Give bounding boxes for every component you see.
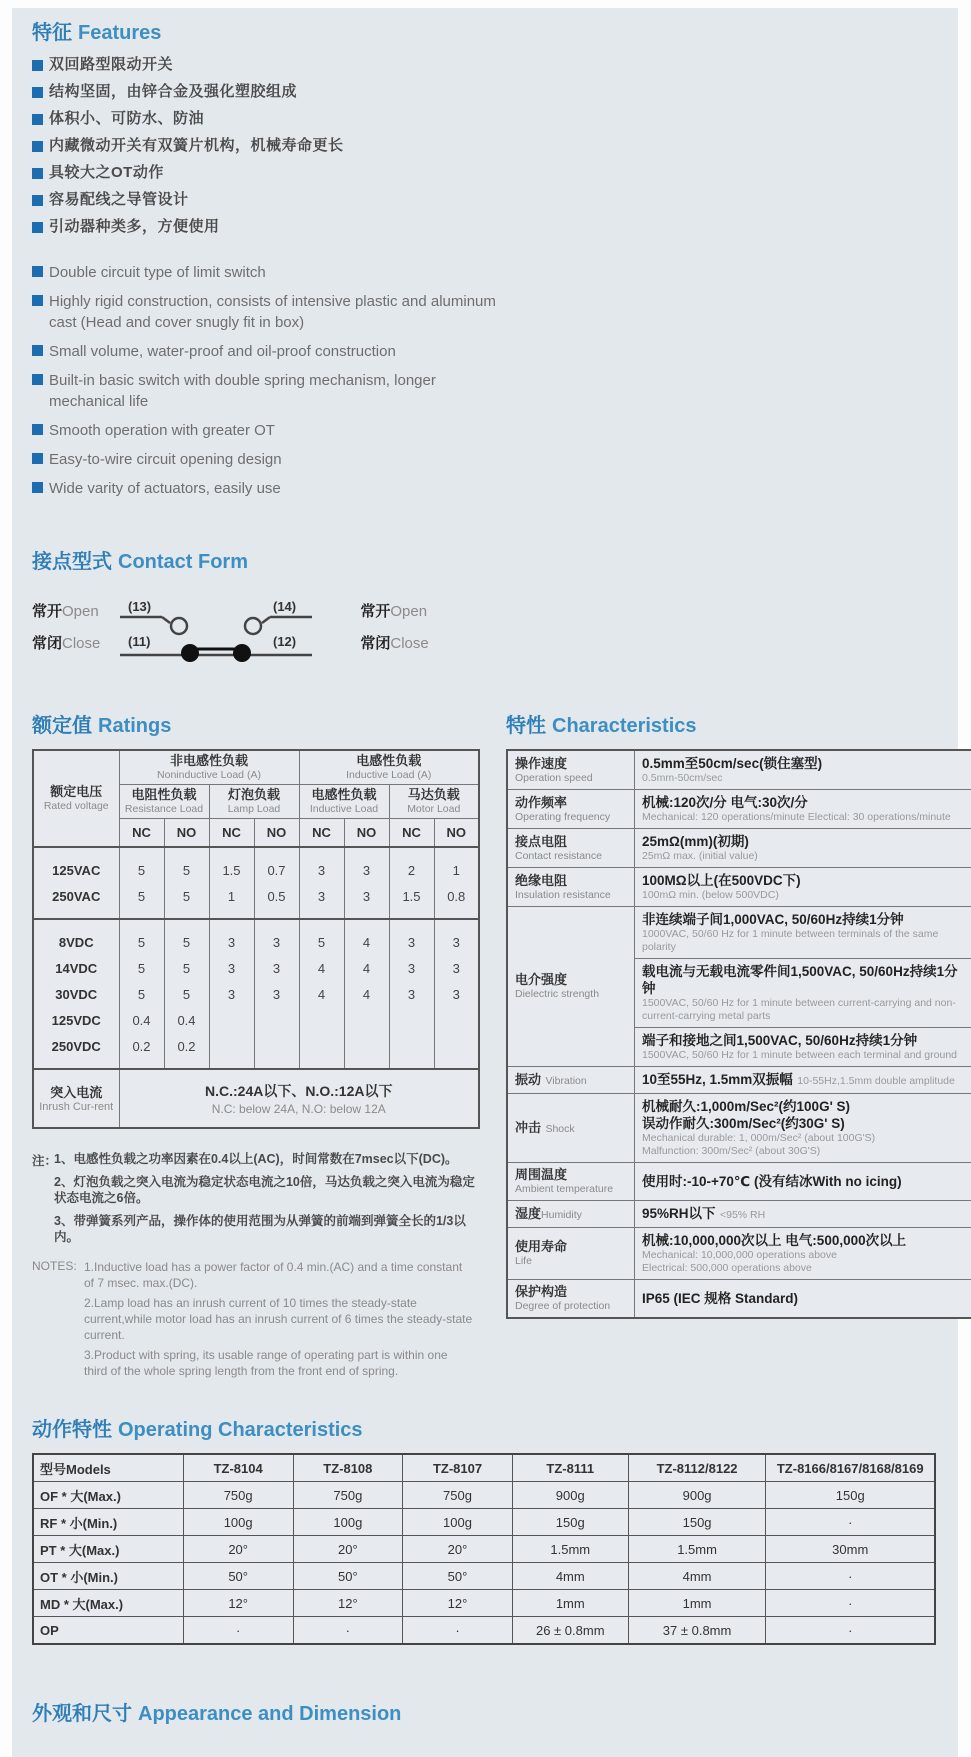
bullet-square-icon bbox=[32, 266, 43, 277]
list-item bbox=[32, 218, 936, 236]
ratings-heading-en: Ratings bbox=[98, 715, 172, 737]
list-item bbox=[32, 291, 499, 333]
nc-header: NC bbox=[389, 819, 434, 848]
bullet-square-icon bbox=[32, 168, 43, 179]
feature-text: Highly rigid construction, consists of intensive plastic and aluminum cast (Head and cover snugly fit in box) bbox=[49, 293, 496, 331]
characteristics-heading bbox=[506, 713, 971, 739]
notes-zh-label: 注： bbox=[32, 1154, 58, 1168]
list-item bbox=[32, 341, 499, 362]
lamp-load-header: 灯泡负载 Lamp Load bbox=[209, 785, 299, 819]
table-row: 8VDC 5 5 3 3 5 4 3 3 bbox=[33, 919, 479, 956]
contact-form-heading-zh: 接点型式 bbox=[32, 551, 112, 573]
list-item bbox=[32, 478, 499, 499]
operating-heading bbox=[32, 1417, 936, 1443]
motor-load-header: 马达负载 Motor Load bbox=[389, 785, 479, 819]
characteristics-table bbox=[506, 749, 971, 1319]
feature-text: 内藏微动开关有双簧片机构，机械寿命更长 bbox=[49, 137, 344, 154]
table-row: 载电流与无载电流零件间1,500VAC, 50/60Hz持续1分钟 1500VAC, 50/60 Hz for 1 minute between current-carrying and non-current-carrying metal parts bbox=[507, 959, 971, 1028]
table-row: 周围温度 Ambient temperature 使用时:-10-+70℃ (没有结冰With no icing) bbox=[507, 1163, 971, 1201]
ac-ratings-group bbox=[33, 847, 479, 919]
list-item bbox=[32, 56, 936, 74]
table-row: 电介强度 Dielectric strength 非连续端子间1,000VAC, 50/60Hz持续1分钟 1000VAC, 50/60 Hz for 1 minute between terminals of the same polarity bbox=[507, 907, 971, 959]
bullet-square-icon bbox=[32, 453, 43, 464]
feature-text: Built-in basic switch with double spring mechanism, longer mechanical life bbox=[49, 372, 436, 410]
feature-text: 容易配线之导管设计 bbox=[49, 191, 189, 208]
list-item bbox=[32, 164, 936, 182]
terminal-12-label: (12) bbox=[273, 634, 297, 649]
bullet-square-icon bbox=[32, 424, 43, 435]
no-header: NO bbox=[344, 819, 389, 848]
table-row bbox=[33, 1454, 935, 1482]
table-row: 14VDC 5 5 3 3 4 4 3 3 bbox=[33, 956, 479, 982]
resistance-load-header: 电阻性负载 Resistance Load bbox=[119, 785, 209, 819]
list-item bbox=[32, 110, 936, 128]
noninductive-load-header: 非电感性负载 Noninductive Load (A) bbox=[119, 750, 299, 785]
model-column-header: TZ-8107 bbox=[403, 1454, 513, 1482]
list-item bbox=[32, 370, 499, 412]
table-row: 绝缘电阻 Insulation resistance 100MΩ以上(在500VDC下) 100mΩ min. (below 500VDC) bbox=[507, 868, 971, 907]
feature-text: Smooth operation with greater OT bbox=[49, 422, 275, 439]
ratings-heading-zh: 额定值 bbox=[32, 715, 92, 737]
bullet-square-icon bbox=[32, 87, 43, 98]
contact-labels-left bbox=[32, 597, 100, 661]
note-item: 2.Lamp load has an inrush current of 10 times the steady-state current,while motor load has an inrush current of 6 times the steady-state current. bbox=[84, 1296, 473, 1342]
notes-en bbox=[32, 1259, 484, 1379]
inductive-load-header: 电感性负载 Inductive Load (A) bbox=[299, 750, 479, 785]
characteristics-heading-en: Characteristics bbox=[552, 715, 697, 737]
table-row: 接点电阻 Contact resistance 25mΩ(mm)(初期) 25mΩ max. (initial value) bbox=[507, 829, 971, 868]
nc-header: NC bbox=[209, 819, 254, 848]
terminal-11-label: (11) bbox=[128, 634, 151, 649]
table-row: OF * 大(Max.) 750g 750g 750g 900g 900g 150g bbox=[33, 1482, 935, 1509]
table-row: 操作速度 Operation speed 0.5mm至50cm/sec(锁住塞型) 0.5mm-50cm/sec bbox=[507, 750, 971, 790]
notes-en-label: NOTES: bbox=[32, 1259, 77, 1273]
datasheet-page bbox=[12, 8, 958, 1757]
close-label-en: Close bbox=[62, 635, 101, 652]
inrush-current-value: N.C.:24A以下、N.O.:12A以下 N.C: below 24A, N.O: below 12A bbox=[119, 1069, 479, 1128]
list-item bbox=[32, 191, 936, 209]
models-header: 型号Models bbox=[33, 1454, 183, 1482]
table-row: 振动 Vibration 10至55Hz, 1.5mm双振幅 10-55Hz,1.5mm double amplitude bbox=[507, 1067, 971, 1094]
ratings-section bbox=[32, 713, 484, 1383]
bullet-square-icon bbox=[32, 374, 43, 385]
table-row: 125VAC 5 5 1.5 0.7 3 3 2 1 bbox=[33, 847, 479, 884]
table-row: 使用寿命 Life 机械:10,000,000次以上 电气:500,000次以上 Mechanical: 10,000,000 operations above Electrical: 500,000 operations above bbox=[507, 1228, 971, 1280]
inductive-load-sub-header: 电感性负载 Inductive Load bbox=[299, 785, 389, 819]
model-column-header: TZ-8104 bbox=[183, 1454, 293, 1482]
note-item: 2、灯泡负载之突入电流为稳定状态电流之10倍，马达负载之突入电流为稳定状态电流之6倍。 bbox=[54, 1175, 475, 1205]
bullet-square-icon bbox=[32, 482, 43, 493]
bullet-square-icon bbox=[32, 60, 43, 71]
features-heading-zh: 特征 bbox=[32, 22, 72, 44]
table-row bbox=[33, 1069, 479, 1128]
inrush-current-group bbox=[33, 1069, 479, 1128]
table-row: RF * 小(Min.) 100g 100g 100g 150g 150g · bbox=[33, 1509, 935, 1536]
close-label-zh: 常闭 bbox=[32, 635, 63, 652]
model-column-header: TZ-8112/8122 bbox=[628, 1454, 766, 1482]
operating-characteristics-section bbox=[32, 1417, 936, 1645]
ratings-heading bbox=[32, 713, 484, 739]
no-header: NO bbox=[164, 819, 209, 848]
feature-text: 结构坚固，由锌合金及强化塑胶组成 bbox=[49, 83, 298, 100]
table-row: 30VDC 5 5 3 3 4 4 3 3 bbox=[33, 982, 479, 1008]
nc-header: NC bbox=[119, 819, 164, 848]
appearance-heading-en: Appearance and Dimension bbox=[138, 1703, 402, 1725]
list-item bbox=[32, 137, 936, 155]
bullet-square-icon bbox=[32, 141, 43, 152]
feature-text: 引动器种类多，方便使用 bbox=[49, 218, 220, 235]
table-row: OP · · · 26 ± 0.8mm 37 ± 0.8mm · bbox=[33, 1617, 935, 1645]
table-row: 湿度Humidity 95%RH以下 <95% RH bbox=[507, 1201, 971, 1228]
note-item: 3.Product with spring, its usable range of operating part is within one third of the whole spring length from the front end of spring. bbox=[84, 1348, 448, 1378]
feature-text: 具较大之OT动作 bbox=[49, 164, 164, 181]
nc-header: NC bbox=[299, 819, 344, 848]
feature-text: Wide varity of actuators, easily use bbox=[49, 480, 281, 497]
characteristics-heading-zh: 特性 bbox=[506, 715, 546, 737]
features-heading bbox=[32, 20, 936, 46]
note-item: 1、电感性负载之功率因素在0.4以上(AC)，时间常数在7msec以下(DC)。 bbox=[54, 1152, 458, 1166]
characteristics-section bbox=[506, 713, 971, 1319]
open-label-zh: 常开 bbox=[32, 603, 63, 620]
close-label-zh: 常闭 bbox=[360, 635, 391, 652]
features-list-en bbox=[32, 262, 936, 499]
open-label-en: Open bbox=[390, 603, 428, 620]
ratings-table bbox=[32, 749, 480, 1129]
model-column-header: TZ-8166/8167/8168/8169 bbox=[766, 1454, 935, 1482]
feature-text: Small volume, water-proof and oil-proof construction bbox=[49, 343, 396, 360]
contact-circuit-icon bbox=[100, 597, 360, 667]
feature-text: 双回路型限动开关 bbox=[49, 56, 174, 73]
no-header: NO bbox=[254, 819, 299, 848]
contact-labels-right bbox=[360, 597, 428, 661]
bullet-square-icon bbox=[32, 114, 43, 125]
appearance-section bbox=[32, 1701, 936, 1727]
terminal-14-label: (14) bbox=[273, 599, 297, 614]
model-column-header: TZ-8111 bbox=[512, 1454, 628, 1482]
dc-ratings-group bbox=[33, 919, 479, 1069]
contact-form-heading bbox=[32, 549, 936, 575]
features-heading-en: Features bbox=[78, 22, 162, 44]
table-row: 250VAC 5 5 1 0.5 3 3 1.5 0.8 bbox=[33, 884, 479, 919]
operating-heading-zh: 动作特性 bbox=[32, 1419, 112, 1441]
appearance-heading bbox=[32, 1701, 936, 1727]
list-item bbox=[32, 262, 499, 283]
feature-text: Double circuit type of limit switch bbox=[49, 264, 266, 281]
no-header: NO bbox=[434, 819, 479, 848]
appearance-heading-zh: 外观和尺寸 bbox=[32, 1703, 132, 1725]
operating-characteristics-table bbox=[32, 1453, 936, 1645]
table-row: 250VDC 0.2 0.2 bbox=[33, 1034, 479, 1069]
inrush-current-label: 突入电流 Inrush Cur-rent bbox=[33, 1069, 119, 1128]
contact-form-heading-en: Contact Form bbox=[118, 551, 248, 573]
close-label-en: Close bbox=[390, 635, 429, 652]
features-list-zh bbox=[32, 56, 936, 236]
table-row: 保护构造 Degree of protection IP65 (IEC 规格 Standard) bbox=[507, 1280, 971, 1319]
table-row: 冲击 Shock 机械耐久:1,000m/Sec²(约100G' S) 误动作耐久:300m/Sec²(约30G' S) Mechanical durable: 1, 000m/Sec² (about 100G'S) Malfunction: 300m/Sec² (about 30G'S) bbox=[507, 1094, 971, 1163]
contact-form-diagram bbox=[32, 597, 936, 667]
note-item: 1.Inductive load has a power factor of 0.4 min.(AC) and a time constant of 7 msec. max.(DC). bbox=[84, 1260, 463, 1290]
operating-heading-en: Operating Characteristics bbox=[118, 1419, 363, 1441]
feature-text: Easy-to-wire circuit opening design bbox=[49, 451, 282, 468]
table-row: 端子和接地之间1,500VAC, 50/60Hz持续1分钟 1500VAC, 50/60 Hz for 1 minute between each terminal and ground bbox=[507, 1028, 971, 1067]
rated-voltage-header: 额定电压 Rated voltage bbox=[33, 750, 119, 847]
table-row: OT * 小(Min.) 50° 50° 50° 4mm 4mm · bbox=[33, 1563, 935, 1590]
bullet-square-icon bbox=[32, 195, 43, 206]
note-item: 3、带弹簧系列产品，操作体的使用范围为从弹簧的前端到弹簧全长的1/3以内。 bbox=[54, 1214, 466, 1244]
table-row: 动作频率 Operating frequency 机械:120次/分 电气:30次/分 Mechanical: 120 operations/minute Electical: 30 operations/minute bbox=[507, 790, 971, 829]
notes-zh bbox=[32, 1151, 484, 1245]
bullet-square-icon bbox=[32, 295, 43, 306]
table-row: PT * 大(Max.) 20° 20° 20° 1.5mm 1.5mm 30mm bbox=[33, 1536, 935, 1563]
open-label-zh: 常开 bbox=[360, 603, 391, 620]
table-row: 125VDC 0.4 0.4 bbox=[33, 1008, 479, 1034]
contact-form-section bbox=[32, 549, 936, 667]
list-item bbox=[32, 420, 499, 441]
bullet-square-icon bbox=[32, 222, 43, 233]
terminal-13-label: (13) bbox=[128, 599, 152, 614]
list-item bbox=[32, 83, 936, 101]
bullet-square-icon bbox=[32, 345, 43, 356]
feature-text: 体积小、可防水、防油 bbox=[49, 110, 205, 127]
open-label-en: Open bbox=[62, 603, 99, 620]
model-column-header: TZ-8108 bbox=[293, 1454, 403, 1482]
table-row: MD * 大(Max.) 12° 12° 12° 1mm 1mm · bbox=[33, 1590, 935, 1617]
list-item bbox=[32, 449, 499, 470]
